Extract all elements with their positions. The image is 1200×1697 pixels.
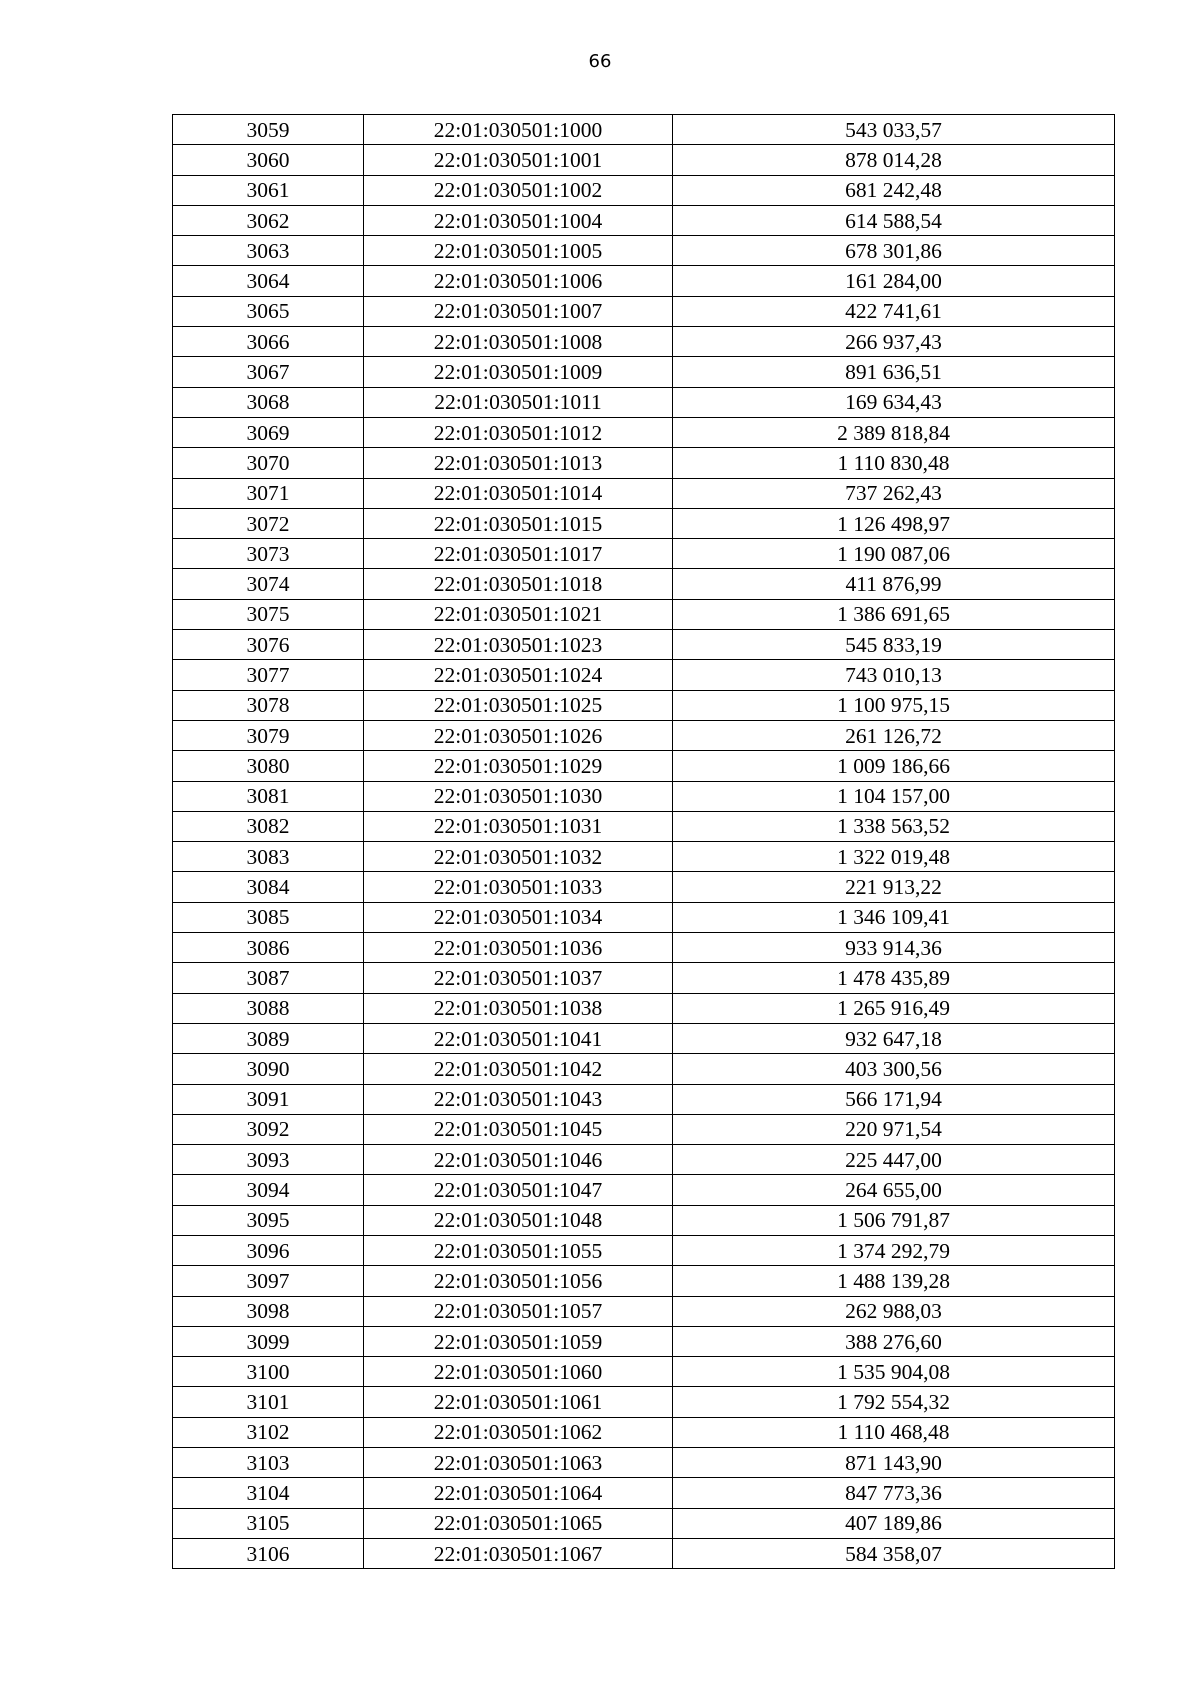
- table-row: [173, 872, 1115, 902]
- value-cell: 681 242,48: [673, 175, 1115, 205]
- value-cell: 1 100 975,15: [673, 690, 1115, 720]
- row-number-cell: 3091: [173, 1084, 364, 1114]
- value-cell: 847 773,36: [673, 1478, 1115, 1508]
- cadastral-number-cell: 22:01:030501:1032: [364, 842, 673, 872]
- cadastral-value-table: [172, 114, 1115, 1569]
- table-row: [173, 357, 1115, 387]
- value-cell: 1 386 691,65: [673, 599, 1115, 629]
- row-number-cell: 3081: [173, 781, 364, 811]
- value-cell: 1 535 904,08: [673, 1357, 1115, 1387]
- row-number-cell: 3070: [173, 448, 364, 478]
- value-cell: 543 033,57: [673, 115, 1115, 145]
- cadastral-number-cell: 22:01:030501:1005: [364, 236, 673, 266]
- table-row: [173, 387, 1115, 417]
- table-row: [173, 539, 1115, 569]
- table-row: [173, 1387, 1115, 1417]
- value-cell: 878 014,28: [673, 145, 1115, 175]
- cadastral-number-cell: 22:01:030501:1025: [364, 690, 673, 720]
- table-row: [173, 569, 1115, 599]
- cadastral-number-cell: 22:01:030501:1067: [364, 1538, 673, 1568]
- value-cell: 891 636,51: [673, 357, 1115, 387]
- row-number-cell: 3096: [173, 1235, 364, 1265]
- row-number-cell: 3069: [173, 417, 364, 447]
- row-number-cell: 3102: [173, 1417, 364, 1447]
- cadastral-number-cell: 22:01:030501:1023: [364, 630, 673, 660]
- table-row: [173, 1266, 1115, 1296]
- table-row: [173, 1205, 1115, 1235]
- table-body: [173, 115, 1115, 1569]
- value-cell: 388 276,60: [673, 1326, 1115, 1356]
- row-number-cell: 3066: [173, 327, 364, 357]
- cadastral-number-cell: 22:01:030501:1000: [364, 115, 673, 145]
- table-row: [173, 417, 1115, 447]
- table-row: [173, 902, 1115, 932]
- table-row: [173, 1114, 1115, 1144]
- row-number-cell: 3098: [173, 1296, 364, 1326]
- cadastral-number-cell: 22:01:030501:1030: [364, 781, 673, 811]
- cadastral-number-cell: 22:01:030501:1008: [364, 327, 673, 357]
- row-number-cell: 3076: [173, 630, 364, 660]
- table-row: [173, 842, 1115, 872]
- table-row: [173, 115, 1115, 145]
- row-number-cell: 3079: [173, 720, 364, 750]
- value-cell: 2 389 818,84: [673, 417, 1115, 447]
- row-number-cell: 3105: [173, 1508, 364, 1538]
- table-row: [173, 266, 1115, 296]
- value-cell: 614 588,54: [673, 205, 1115, 235]
- cadastral-number-cell: 22:01:030501:1009: [364, 357, 673, 387]
- row-number-cell: 3084: [173, 872, 364, 902]
- table-row: [173, 478, 1115, 508]
- table-row: [173, 660, 1115, 690]
- table-row: [173, 720, 1115, 750]
- table-row: [173, 145, 1115, 175]
- row-number-cell: 3060: [173, 145, 364, 175]
- table-row: [173, 630, 1115, 660]
- cadastral-number-cell: 22:01:030501:1062: [364, 1417, 673, 1447]
- cadastral-number-cell: 22:01:030501:1007: [364, 296, 673, 326]
- cadastral-number-cell: 22:01:030501:1042: [364, 1054, 673, 1084]
- cadastral-number-cell: 22:01:030501:1029: [364, 751, 673, 781]
- row-number-cell: 3093: [173, 1145, 364, 1175]
- cadastral-number-cell: 22:01:030501:1047: [364, 1175, 673, 1205]
- value-cell: 1 110 830,48: [673, 448, 1115, 478]
- row-number-cell: 3067: [173, 357, 364, 387]
- cadastral-number-cell: 22:01:030501:1011: [364, 387, 673, 417]
- row-number-cell: 3073: [173, 539, 364, 569]
- row-number-cell: 3089: [173, 1023, 364, 1053]
- cadastral-number-cell: 22:01:030501:1004: [364, 205, 673, 235]
- table-row: [173, 933, 1115, 963]
- row-number-cell: 3075: [173, 599, 364, 629]
- table-row: [173, 1175, 1115, 1205]
- row-number-cell: 3101: [173, 1387, 364, 1417]
- value-cell: 743 010,13: [673, 660, 1115, 690]
- row-number-cell: 3068: [173, 387, 364, 417]
- value-cell: 1 190 087,06: [673, 539, 1115, 569]
- value-cell: 1 009 186,66: [673, 751, 1115, 781]
- value-cell: 1 126 498,97: [673, 508, 1115, 538]
- table-row: [173, 327, 1115, 357]
- cadastral-number-cell: 22:01:030501:1024: [364, 660, 673, 690]
- table-row: [173, 448, 1115, 478]
- table-row: [173, 781, 1115, 811]
- value-cell: 1 346 109,41: [673, 902, 1115, 932]
- row-number-cell: 3097: [173, 1266, 364, 1296]
- cadastral-number-cell: 22:01:030501:1038: [364, 993, 673, 1023]
- value-cell: 932 647,18: [673, 1023, 1115, 1053]
- value-cell: 737 262,43: [673, 478, 1115, 508]
- table-row: [173, 751, 1115, 781]
- cadastral-number-cell: 22:01:030501:1031: [364, 811, 673, 841]
- value-cell: 1 110 468,48: [673, 1417, 1115, 1447]
- value-cell: 262 988,03: [673, 1296, 1115, 1326]
- table-row: [173, 599, 1115, 629]
- row-number-cell: 3083: [173, 842, 364, 872]
- table-row: [173, 1023, 1115, 1053]
- table-row: [173, 1508, 1115, 1538]
- row-number-cell: 3092: [173, 1114, 364, 1144]
- cadastral-number-cell: 22:01:030501:1045: [364, 1114, 673, 1144]
- cadastral-number-cell: 22:01:030501:1018: [364, 569, 673, 599]
- table-row: [173, 963, 1115, 993]
- table-row: [173, 1145, 1115, 1175]
- cadastral-number-cell: 22:01:030501:1059: [364, 1326, 673, 1356]
- row-number-cell: 3065: [173, 296, 364, 326]
- table-row: [173, 993, 1115, 1023]
- value-cell: 161 284,00: [673, 266, 1115, 296]
- cadastral-number-cell: 22:01:030501:1061: [364, 1387, 673, 1417]
- table-row: [173, 205, 1115, 235]
- cadastral-number-cell: 22:01:030501:1013: [364, 448, 673, 478]
- row-number-cell: 3071: [173, 478, 364, 508]
- table-row: [173, 508, 1115, 538]
- value-cell: 261 126,72: [673, 720, 1115, 750]
- value-cell: 1 104 157,00: [673, 781, 1115, 811]
- cadastral-number-cell: 22:01:030501:1026: [364, 720, 673, 750]
- table-row: [173, 1448, 1115, 1478]
- cadastral-number-cell: 22:01:030501:1041: [364, 1023, 673, 1053]
- row-number-cell: 3088: [173, 993, 364, 1023]
- row-number-cell: 3087: [173, 963, 364, 993]
- value-cell: 1 488 139,28: [673, 1266, 1115, 1296]
- value-cell: 566 171,94: [673, 1084, 1115, 1114]
- row-number-cell: 3100: [173, 1357, 364, 1387]
- row-number-cell: 3104: [173, 1478, 364, 1508]
- cadastral-number-cell: 22:01:030501:1033: [364, 872, 673, 902]
- cadastral-number-cell: 22:01:030501:1046: [364, 1145, 673, 1175]
- cadastral-number-cell: 22:01:030501:1043: [364, 1084, 673, 1114]
- row-number-cell: 3106: [173, 1538, 364, 1568]
- row-number-cell: 3086: [173, 933, 364, 963]
- value-cell: 1 322 019,48: [673, 842, 1115, 872]
- table-row: [173, 811, 1115, 841]
- table-row: [173, 296, 1115, 326]
- value-cell: 1 792 554,32: [673, 1387, 1115, 1417]
- table-row: [173, 1054, 1115, 1084]
- row-number-cell: 3080: [173, 751, 364, 781]
- cadastral-number-cell: 22:01:030501:1056: [364, 1266, 673, 1296]
- value-cell: 411 876,99: [673, 569, 1115, 599]
- cadastral-number-cell: 22:01:030501:1037: [364, 963, 673, 993]
- row-number-cell: 3061: [173, 175, 364, 205]
- table-row: [173, 1235, 1115, 1265]
- value-cell: 221 913,22: [673, 872, 1115, 902]
- value-cell: 1 338 563,52: [673, 811, 1115, 841]
- row-number-cell: 3094: [173, 1175, 364, 1205]
- row-number-cell: 3063: [173, 236, 364, 266]
- value-cell: 407 189,86: [673, 1508, 1115, 1538]
- row-number-cell: 3095: [173, 1205, 364, 1235]
- value-cell: 933 914,36: [673, 933, 1115, 963]
- row-number-cell: 3099: [173, 1326, 364, 1356]
- table-row: [173, 1296, 1115, 1326]
- cadastral-number-cell: 22:01:030501:1036: [364, 933, 673, 963]
- row-number-cell: 3077: [173, 660, 364, 690]
- table-row: [173, 1538, 1115, 1568]
- cadastral-number-cell: 22:01:030501:1002: [364, 175, 673, 205]
- cadastral-number-cell: 22:01:030501:1048: [364, 1205, 673, 1235]
- value-cell: 584 358,07: [673, 1538, 1115, 1568]
- value-cell: 264 655,00: [673, 1175, 1115, 1205]
- cadastral-number-cell: 22:01:030501:1064: [364, 1478, 673, 1508]
- table-row: [173, 1478, 1115, 1508]
- page-number: 66: [588, 51, 612, 72]
- cadastral-number-cell: 22:01:030501:1001: [364, 145, 673, 175]
- row-number-cell: 3085: [173, 902, 364, 932]
- row-number-cell: 3059: [173, 115, 364, 145]
- value-cell: 1 265 916,49: [673, 993, 1115, 1023]
- value-cell: 1 506 791,87: [673, 1205, 1115, 1235]
- table-row: [173, 1417, 1115, 1447]
- row-number-cell: 3078: [173, 690, 364, 720]
- cadastral-number-cell: 22:01:030501:1015: [364, 508, 673, 538]
- cadastral-number-cell: 22:01:030501:1021: [364, 599, 673, 629]
- row-number-cell: 3103: [173, 1448, 364, 1478]
- row-number-cell: 3074: [173, 569, 364, 599]
- value-cell: 169 634,43: [673, 387, 1115, 417]
- cadastral-number-cell: 22:01:030501:1012: [364, 417, 673, 447]
- value-cell: 1 374 292,79: [673, 1235, 1115, 1265]
- cadastral-number-cell: 22:01:030501:1055: [364, 1235, 673, 1265]
- cadastral-number-cell: 22:01:030501:1063: [364, 1448, 673, 1478]
- value-cell: 225 447,00: [673, 1145, 1115, 1175]
- table-row: [173, 236, 1115, 266]
- value-cell: 678 301,86: [673, 236, 1115, 266]
- row-number-cell: 3072: [173, 508, 364, 538]
- row-number-cell: 3062: [173, 205, 364, 235]
- row-number-cell: 3090: [173, 1054, 364, 1084]
- value-cell: 422 741,61: [673, 296, 1115, 326]
- value-cell: 403 300,56: [673, 1054, 1115, 1084]
- value-cell: 220 971,54: [673, 1114, 1115, 1144]
- cadastral-number-cell: 22:01:030501:1017: [364, 539, 673, 569]
- table-row: [173, 175, 1115, 205]
- table-row: [173, 1084, 1115, 1114]
- cadastral-number-cell: 22:01:030501:1065: [364, 1508, 673, 1538]
- table-row: [173, 690, 1115, 720]
- value-cell: 545 833,19: [673, 630, 1115, 660]
- table-row: [173, 1326, 1115, 1356]
- cadastral-number-cell: 22:01:030501:1014: [364, 478, 673, 508]
- row-number-cell: 3064: [173, 266, 364, 296]
- value-cell: 266 937,43: [673, 327, 1115, 357]
- cadastral-number-cell: 22:01:030501:1060: [364, 1357, 673, 1387]
- value-cell: 871 143,90: [673, 1448, 1115, 1478]
- table-row: [173, 1357, 1115, 1387]
- cadastral-number-cell: 22:01:030501:1034: [364, 902, 673, 932]
- cadastral-number-cell: 22:01:030501:1006: [364, 266, 673, 296]
- cadastral-number-cell: 22:01:030501:1057: [364, 1296, 673, 1326]
- value-cell: 1 478 435,89: [673, 963, 1115, 993]
- row-number-cell: 3082: [173, 811, 364, 841]
